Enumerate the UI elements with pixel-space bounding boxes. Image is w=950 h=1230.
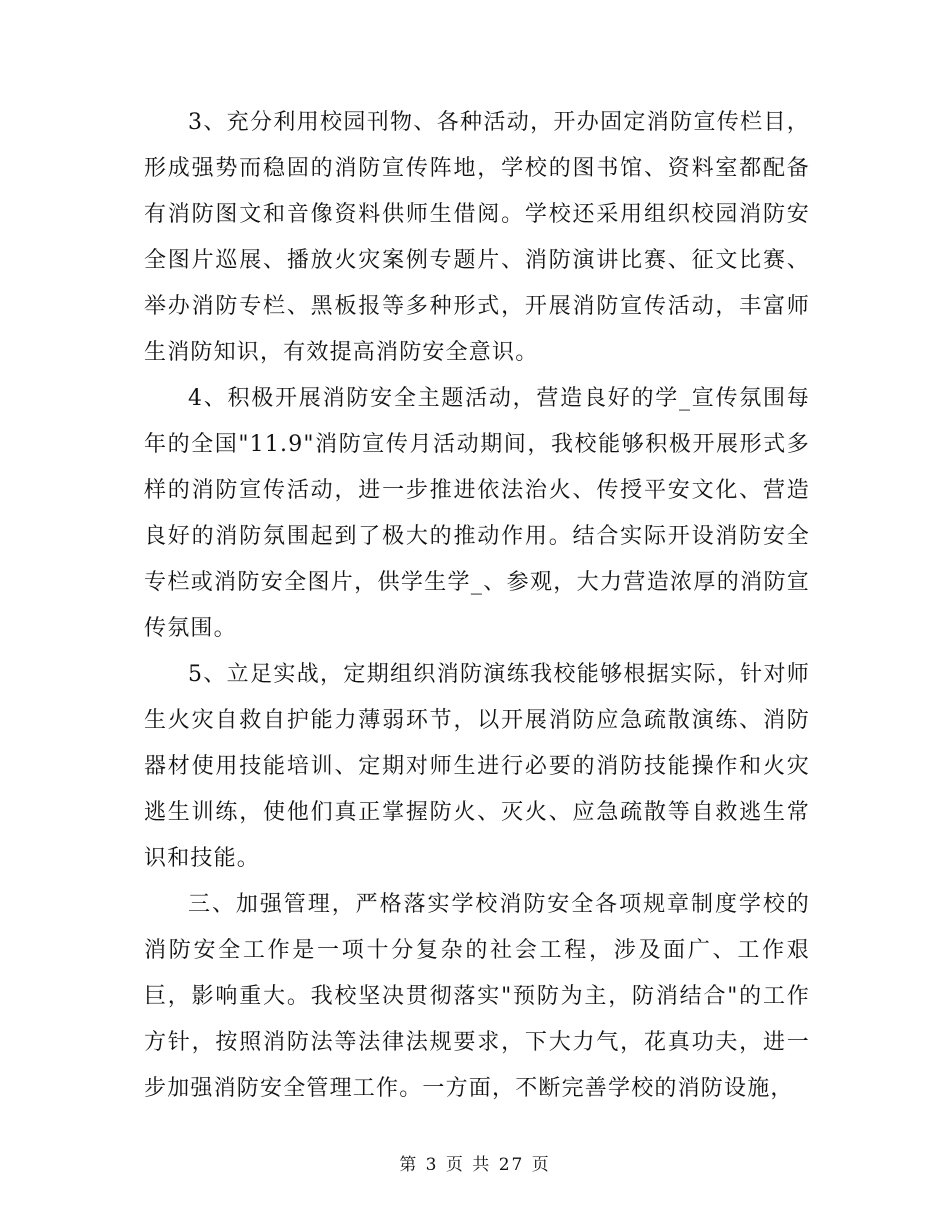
paragraph-4: 4、积极开展消防安全主题活动，营造良好的学_宣传氛围每年的全国"11.9"消防宣传月活动期间，我校能够积极开展形式多样的消防宣传活动，进一步推进依法治火、传授平安文化、营造良好的消防氛围起到了极大的推动作用。结合实际开设消防安全专栏或消防安全图片，供学生学_、参观，大力营造浓厚的消防宣传氛围。: [144, 386, 810, 641]
paragraph-5: 5、立足实战，定期组织消防演练我校能够根据实际，针对师生火灾自救自护能力薄弱环节，以开展消防应急疏散演练、消防器材使用技能培训、定期对师生进行必要的消防技能操作和火灾逃生训练，使他们真正掌握防火、灭火、应急疏散等自救逃生常识和技能。: [144, 662, 810, 871]
document-body: [144, 100, 810, 1112]
paragraph-section-3: 三、加强管理，严格落实学校消防安全各项规章制度学校的消防安全工作是一项十分复杂的社会工程，涉及面广、工作艰巨，影响重大。我校坚决贯彻落实"预防为主，防消结合"的工作方针，按照消防法等法律法规要求，下大力气，花真功夫，进一步加强消防安全管理工作。一方面，不断完善学校的消防设施，: [144, 892, 810, 1101]
paragraph-3: 3、充分利用校园刊物、各种活动，开办固定消防宣传栏目，形成强势而稳固的消防宣传阵地，学校的图书馆、资料室都配备有消防图文和音像资料供师生借阅。学校还采用组织校园消防安全图片巡展、播放火灾案例专题片、消防演讲比赛、征文比赛、举办消防专栏、黑板报等多种形式，开展消防宣传活动，丰富师生消防知识，有效提高消防安全意识。: [144, 110, 810, 365]
page-footer: 第 3 页 共 27 页: [399, 1155, 551, 1175]
